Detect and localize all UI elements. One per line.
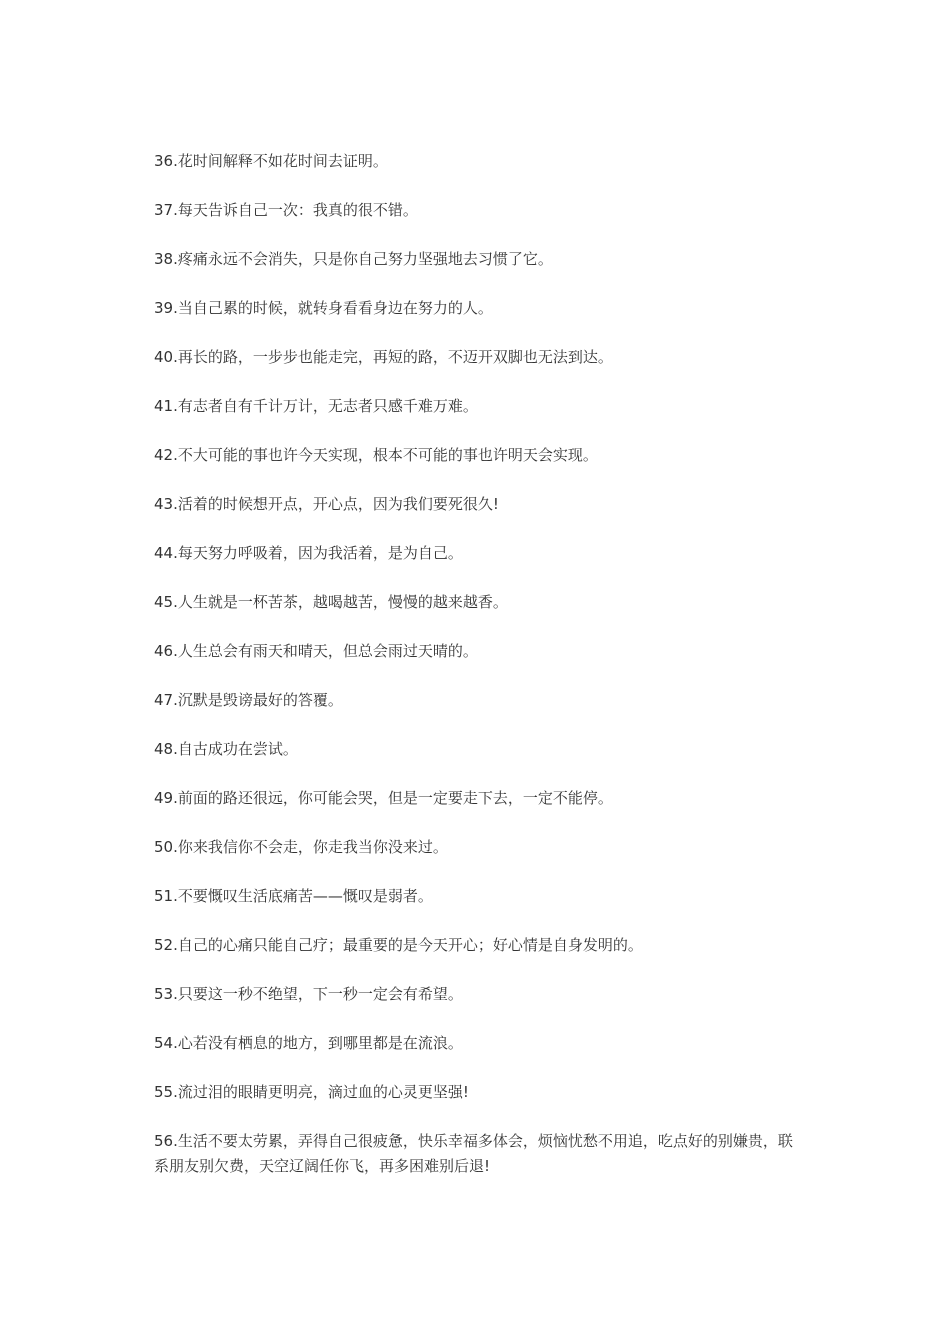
list-item: 36.花时间解释不如花时间去证明。 (154, 152, 388, 170)
list-item: 39.当自己累的时候，就转身看看身边在努力的人。 (154, 299, 493, 317)
list-item: 53.只要这一秒不绝望，下一秒一定会有希望。 (154, 985, 463, 1003)
list-item: 44.每天努力呼吸着，因为我活着，是为自己。 (154, 544, 463, 562)
list-item: 56.生活不要太劳累，弄得自己很疲惫，快乐幸福多体会，烦恼忧愁不用追，吃点好的别嫌贵，联系朋友别欠费，天空辽阔任你飞，再多困难别后退! (154, 1132, 793, 1175)
list-item: 51.不要慨叹生活底痛苦——慨叹是弱者。 (154, 887, 433, 905)
list-item: 55.流过泪的眼睛更明亮，滴过血的心灵更坚强! (154, 1083, 469, 1101)
list-item: 42.不大可能的事也许今天实现，根本不可能的事也许明天会实现。 (154, 446, 598, 464)
list-item: 52.自己的心痛只能自己疗；最重要的是今天开心；好心情是自身发明的。 (154, 936, 643, 954)
list-item: 54.心若没有栖息的地方，到哪里都是在流浪。 (154, 1034, 463, 1052)
list-item: 38.疼痛永远不会消失，只是你自己努力坚强地去习惯了它。 (154, 250, 553, 268)
list-item: 48.自古成功在尝试。 (154, 740, 298, 758)
list-item: 40.再长的路，一步步也能走完，再短的路，不迈开双脚也无法到达。 (154, 348, 613, 366)
list-item: 46.人生总会有雨天和晴天，但总会雨过天晴的。 (154, 642, 478, 660)
list-item: 37.每天告诉自己一次：我真的很不错。 (154, 201, 418, 219)
list-item: 47.沉默是毁谤最好的答覆。 (154, 691, 343, 709)
quote-list (154, 149, 794, 1203)
list-item: 45.人生就是一杯苦茶，越喝越苦，慢慢的越来越香。 (154, 593, 508, 611)
list-item: 43.活着的时候想开点，开心点，因为我们要死很久! (154, 495, 499, 513)
list-item: 50.你来我信你不会走，你走我当你没来过。 (154, 838, 448, 856)
list-item: 49.前面的路还很远，你可能会哭，但是一定要走下去，一定不能停。 (154, 789, 613, 807)
list-item: 41.有志者自有千计万计，无志者只感千难万难。 (154, 397, 478, 415)
